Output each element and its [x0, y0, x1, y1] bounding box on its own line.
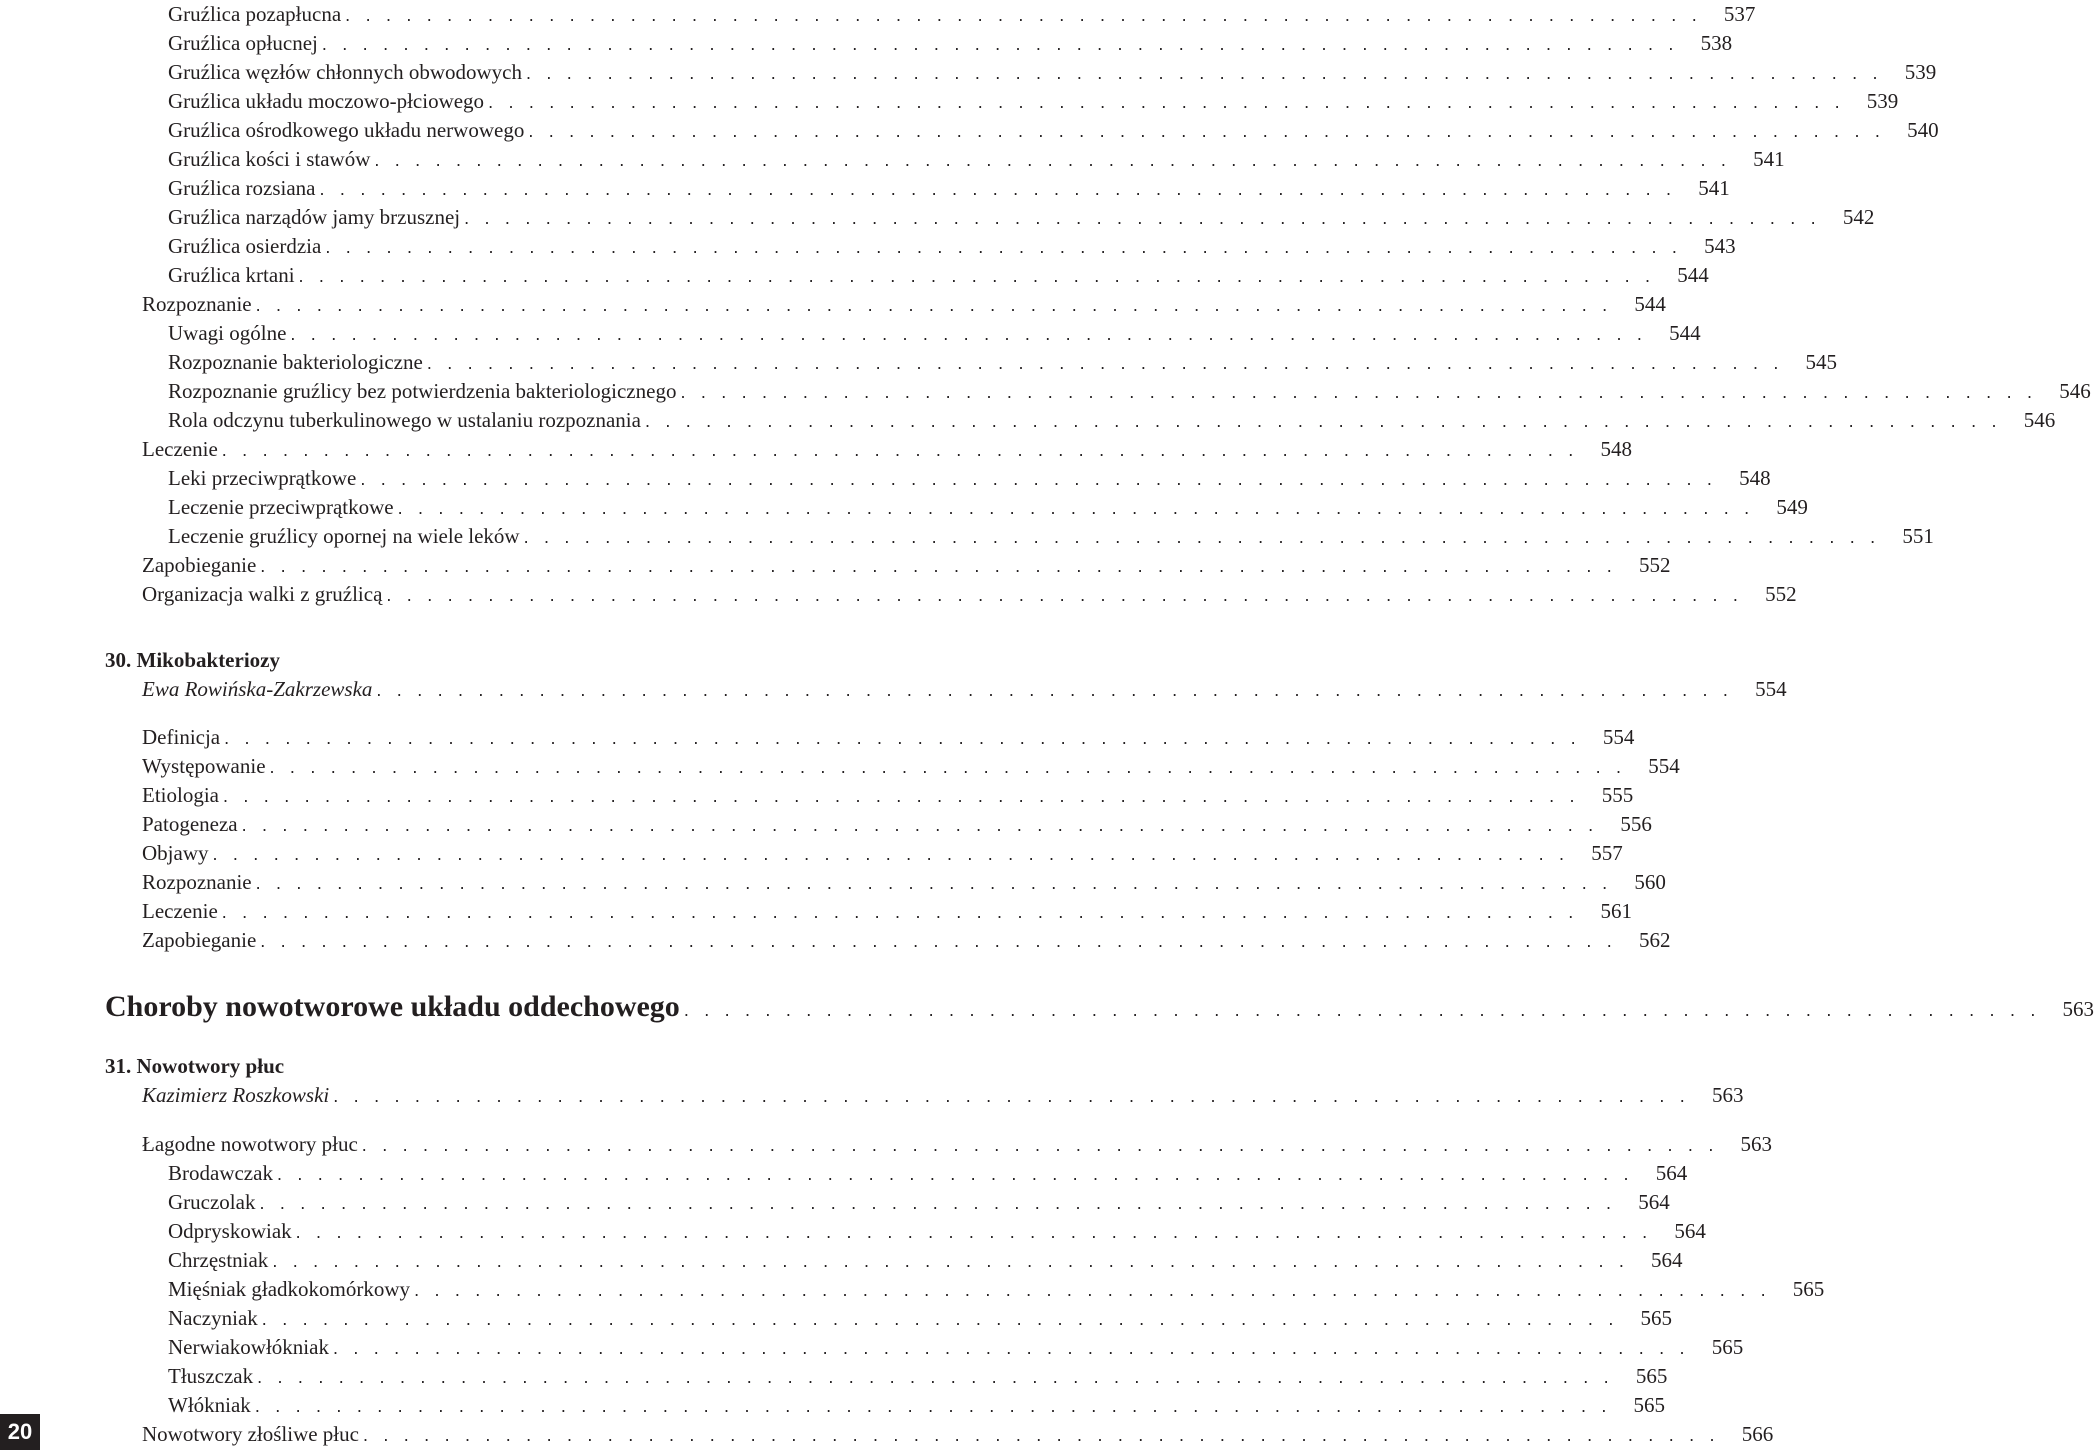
entry-title: Rozpoznanie gruźlicy bez potwierdzenia bakteriologicznego [168, 379, 677, 403]
dot-leader: . . . . . . . . . . . . . . . . . . . . . . . . . . . . . . . . . . . . . . . . . . . . . . . . . . . . . . . . . . . . . . . . . . . [255, 873, 1613, 893]
entry-page-number: 554 [1755, 677, 1787, 701]
dot-leader: . . . . . . . . . . . . . . . . . . . . . . . . . . . . . . . . . . . . . . . . . . . . . . . . . . . . . . . . . . . . . . . . . . . [376, 680, 1734, 700]
entry-page-number: 544 [1677, 263, 1709, 287]
entry-page-number: 562 [1639, 928, 1671, 952]
dot-leader: . . . . . . . . . . . . . . . . . . . . . . . . . . . . . . . . . . . . . . . . . . . . . . . . . . . . . . . . . . . . . . . . . . . [269, 757, 1627, 777]
entry-title: Tłuszczak [168, 1364, 254, 1388]
dot-leader: . . . . . . . . . . . . . . . . . . . . . . . . . . . . . . . . . . . . . . . . . . . . . . . . . . . . . . . . . . . . . . . . . . . [221, 440, 1579, 460]
entry-page-number: 554 [1648, 754, 1680, 778]
toc-entry [142, 580, 1797, 608]
toc-entry [168, 319, 1701, 347]
toc-entry [168, 1304, 1673, 1332]
entry-title: Gruźlica osierdzia [168, 234, 322, 258]
entry-title: Gruczolak [168, 1190, 256, 1214]
toc-entry [142, 435, 1633, 463]
toc-entry [168, 1362, 1668, 1390]
dot-leader: . . . . . . . . . . . . . . . . . . . . . . . . . . . . . . . . . . . . . . . . . . . . . . . . . . . . . . . . . . . . . . . . . . . [254, 1396, 1612, 1416]
entry-page-number: 544 [1669, 321, 1701, 345]
entry-title: Gruźlica narządów jamy brzusznej [168, 205, 461, 229]
dot-leader: . . . . . . . . . . . . . . . . . . . . . . . . . . . . . . . . . . . . . . . . . . . . . . . . . . . . . . . . . . . . . . . . . . . [221, 902, 1579, 922]
entry-title: Patogeneza [142, 812, 238, 836]
toc-entry [142, 752, 1680, 780]
entry-title: Leczenie przeciwprątkowe [168, 495, 394, 519]
dot-leader: . . . . . . . . . . . . . . . . . . . . . . . . . . . . . . . . . . . . . . . . . . . . . . . . . . . . . . . . . . . . . . . . . . . [259, 1193, 1617, 1213]
dot-leader: . . . . . . . . . . . . . . . . . . . . . . . . . . . . . . . . . . . . . . . . . . . . . . . . . . . . . . . . . . . . . . . . . . . [332, 1338, 1690, 1358]
dot-leader: . . . . . . . . . . . . . . . . . . . . . . . . . . . . . . . . . . . . . . . . . . . . . . . . . . . . . . . . . . . . . . . . . . . [298, 266, 1656, 286]
dot-leader: . . . . . . . . . . . . . . . . . . . . . . . . . . . . . . . . . . . . . . . . . . . . . . . . . . . . . . . . . . . . . . . . . . . [319, 179, 1677, 199]
toc-entry [142, 810, 1652, 838]
entry-page-number: 565 [1635, 1364, 1668, 1388]
entry-title: Rozpoznanie [142, 292, 252, 316]
dot-leader: . . . . . . . . . . . . . . . . . . . . . . . . . . . . . . . . . . . . . . . . . . . . . . . . . . . . . . . . . . . . . . . . . . . [325, 237, 1683, 257]
entry-page-number: 563 [2062, 997, 2094, 1021]
entry-page-number: 539 [1866, 89, 1899, 113]
entry-title: Mięśniak gładkokomórkowy [168, 1277, 411, 1301]
toc-entry [168, 58, 1937, 86]
entry-title: Leczenie [142, 899, 218, 923]
toc-entry [168, 116, 1939, 144]
dot-leader: . . . . . . . . . . . . . . . . . . . . . . . . . . . . . . . . . . . . . . . . . . . . . . . . . . . . . . . . . . . . . . . . . . . [290, 324, 1648, 344]
entry-page-number: 537 [1723, 2, 1756, 26]
entry-title: Gruźlica rozsiana [168, 176, 316, 200]
dot-leader: . . . . . . . . . . . . . . . . . . . . . . . . . . . . . . . . . . . . . . . . . . . . . . . . . . . . . . . . . . . . . . . . . . . [212, 844, 1570, 864]
dot-leader: . . . . . . . . . . . . . . . . . . . . . . . . . . . . . . . . . . . . . . . . . . . . . . . . . . . . . . . . . . . . . . . . . . . [361, 1135, 1719, 1155]
toc-entry [142, 1420, 1774, 1448]
toc-entry [142, 723, 1635, 751]
toc-entry [168, 29, 1733, 57]
dot-leader: . . . . . . . . . . . . . . . . . . . . . . . . . . . . . . . . . . . . . . . . . . . . . . . . . . . . . . . . . . . . . . . . . . . [528, 121, 1886, 141]
entry-page-number: 561 [1600, 899, 1633, 923]
dot-leader: . . . . . . . . . . . . . . . . . . . . . . . . . . . . . . . . . . . . . . . . . . . . . . . . . . . . . . . . . . . . . . . . . . . [295, 1222, 1653, 1242]
entry-title: Zapobieganie [142, 928, 257, 952]
entry-title: Uwagi ogólne [168, 321, 287, 345]
entry-title: Definicja [142, 725, 221, 749]
part-heading [105, 987, 2094, 1027]
entry-page-number: 541 [1698, 176, 1730, 200]
entry-page-number: 545 [1805, 350, 1838, 374]
dot-leader: . . . . . . . . . . . . . . . . . . . . . . . . . . . . . . . . . . . . . . . . . . . . . . . . . . . . . . . . . . . . . . . . . . . [525, 63, 1883, 83]
entry-title: Odpryskowiak [168, 1219, 292, 1243]
toc-entry [168, 1159, 1688, 1187]
entry-page-number: 552 [1765, 582, 1797, 606]
dot-leader: . . . . . . . . . . . . . . . . . . . . . . . . . . . . . . . . . . . . . . . . . . . . . . . . . . . . . . . . . . . . . . . . . . . [224, 728, 1581, 748]
chapter-heading: 30. Mikobakteriozy [105, 648, 280, 672]
dot-leader: . . . . . . . . . . . . . . . . . . . . . . . . . . . . . . . . . . . . . . . . . . . . . . . . . . . . . . . . . . . . . . . . . . . [255, 295, 1613, 315]
toc-entry [168, 348, 1838, 376]
entry-page-number: 564 [1655, 1161, 1688, 1185]
toc-entry [142, 551, 1671, 579]
entry-title: Naczyniak [168, 1306, 258, 1330]
dot-leader: . . . . . . . . . . . . . . . . . . . . . . . . . . . . . . . . . . . . . . . . . . . . . . . . . . . . . . . . . . . . . . . . . . . [257, 1367, 1614, 1387]
entry-page-number: 542 [1842, 205, 1875, 229]
author-entry [142, 675, 1787, 703]
dot-leader: . . . . . . . . . . . . . . . . . . . . . . . . . . . . . . . . . . . . . . . . . . . . . . . . . . . . . . . . . . . . . . . . . . . [260, 556, 1618, 576]
entry-title: Występowanie [142, 754, 266, 778]
entry-page-number: 566 [1741, 1422, 1774, 1446]
page-number: 20 [0, 1414, 40, 1450]
dot-leader: . . . . . . . . . . . . . . . . . . . . . . . . . . . . . . . . . . . . . . . . . . . . . . . . . . . . . . . . . . . . . . . . . . . [345, 5, 1702, 25]
entry-title: Gruźlica ośrodkowego układu nerwowego [168, 118, 525, 142]
toc-entry [142, 839, 1623, 867]
dot-leader: . . . . . . . . . . . . . . . . . . . . . . . . . . . . . . . . . . . . . . . . . . . . . . . . . . . . . . . . . . . . . . . . . . . [223, 786, 1580, 806]
dot-leader: . . . . . . . . . . . . . . . . . . . . . . . . . . . . . . . . . . . . . . . . . . . . . . . . . . . . . . . . . . . . . . . . . . . [360, 469, 1718, 489]
dot-leader: . . . . . . . . . . . . . . . . . . . . . . . . . . . . . . . . . . . . . . . . . . . . . . . . . . . . . . . . . . . . . . . . . . . [374, 150, 1732, 170]
entry-page-number: 548 [1739, 466, 1771, 490]
dot-leader: . . . . . . . . . . . . . . . . . . . . . . . . . . . . . . . . . . . . . . . . . . . . . . . . . . . . . . . . . . . . . . . . . . . [683, 1000, 2041, 1020]
toc-entry [168, 522, 1934, 550]
entry-page-number: 544 [1634, 292, 1666, 316]
entry-page-number: 555 [1601, 783, 1634, 807]
entry-page-number: 563 [1740, 1132, 1773, 1156]
toc-entry [168, 1391, 1666, 1419]
dot-leader: . . . . . . . . . . . . . . . . . . . . . . . . . . . . . . . . . . . . . . . . . . . . . . . . . . . . . . . . . . . . . . . . . . . [272, 1251, 1630, 1271]
entry-title: Rozpoznanie [142, 870, 252, 894]
toc-entry [168, 377, 2091, 405]
toc-entry [168, 0, 1756, 28]
toc-entry [168, 232, 1736, 260]
entry-page-number: 565 [1640, 1306, 1673, 1330]
dot-leader: . . . . . . . . . . . . . . . . . . . . . . . . . . . . . . . . . . . . . . . . . . . . . . . . . . . . . . . . . . . . . . . . . . . [680, 382, 2038, 402]
dot-leader: . . . . . . . . . . . . . . . . . . . . . . . . . . . . . . . . . . . . . . . . . . . . . . . . . . . . . . . . . . . . . . . . . . . [261, 1309, 1619, 1329]
toc-entry [142, 290, 1666, 318]
entry-title: Organizacja walki z gruźlicą [142, 582, 383, 606]
entry-title: Kazimierz Roszkowski [142, 1083, 330, 1107]
toc-entry [142, 1130, 1773, 1158]
toc-entry [168, 1246, 1683, 1274]
toc-entry [168, 464, 1771, 492]
entry-page-number: 564 [1674, 1219, 1706, 1243]
entry-title: Zapobieganie [142, 553, 257, 577]
entry-page-number: 546 [2059, 379, 2091, 403]
toc-entry [168, 87, 1899, 115]
dot-leader: . . . . . . . . . . . . . . . . . . . . . . . . . . . . . . . . . . . . . . . . . . . . . . . . . . . . . . . . . . . . . . . . . . . [241, 815, 1599, 835]
entry-title: Choroby nowotworowe układu oddechowego [105, 990, 680, 1023]
entry-page-number: 565 [1792, 1277, 1825, 1301]
entry-page-number: 564 [1651, 1248, 1683, 1272]
entry-page-number: 556 [1620, 812, 1652, 836]
entry-title: Leczenie gruźlicy opornej na wiele leków [168, 524, 520, 548]
entry-title: Łagodne nowotwory płuc [142, 1132, 358, 1156]
entry-page-number: 557 [1591, 841, 1623, 865]
toc-entry [168, 1188, 1670, 1216]
entry-title: Włókniak [168, 1393, 251, 1417]
entry-page-number: 541 [1753, 147, 1785, 171]
chapter-heading: 31. Nowotwory płuc [105, 1054, 285, 1078]
toc-entry [168, 1275, 1825, 1303]
dot-leader: . . . . . . . . . . . . . . . . . . . . . . . . . . . . . . . . . . . . . . . . . . . . . . . . . . . . . . . . . . . . . . . . . . . [362, 1425, 1720, 1445]
author-entry [142, 1081, 1744, 1109]
toc-entry [168, 406, 2056, 434]
dot-leader: . . . . . . . . . . . . . . . . . . . . . . . . . . . . . . . . . . . . . . . . . . . . . . . . . . . . . . . . . . . . . . . . . . . [276, 1164, 1634, 1184]
entry-title: Gruźlica krtani [168, 263, 295, 287]
entry-page-number: 565 [1633, 1393, 1666, 1417]
entry-page-number: 560 [1634, 870, 1666, 894]
entry-page-number: 565 [1711, 1335, 1744, 1359]
entry-page-number: 546 [2023, 408, 2056, 432]
entry-title: Brodawczak [168, 1161, 273, 1185]
entry-title: Etiologia [142, 783, 219, 807]
entry-page-number: 539 [1904, 60, 1937, 84]
dot-leader: . . . . . . . . . . . . . . . . . . . . . . . . . . . . . . . . . . . . . . . . . . . . . . . . . . . . . . . . . . . . . . . . . . . [321, 34, 1679, 54]
entry-page-number: 548 [1600, 437, 1633, 461]
dot-leader: . . . . . . . . . . . . . . . . . . . . . . . . . . . . . . . . . . . . . . . . . . . . . . . . . . . . . . . . . . . . . . . . . . . [644, 411, 2002, 431]
entry-title: Rozpoznanie bakteriologiczne [168, 350, 423, 374]
entry-page-number: 549 [1776, 495, 1808, 519]
entry-title: Gruźlica układu moczowo-płciowego [168, 89, 485, 113]
entry-title: Nowotwory złośliwe płuc [142, 1422, 359, 1446]
toc-entry [142, 926, 1671, 954]
toc-entry [168, 1333, 1744, 1361]
entry-title: Chrzęstniak [168, 1248, 269, 1272]
entry-title: Ewa Rowińska-Zakrzewska [142, 677, 373, 701]
toc-entry [168, 261, 1709, 289]
entry-page-number: 540 [1907, 118, 1939, 142]
entry-title: Leczenie [142, 437, 218, 461]
entry-title: Gruźlica opłucnej [168, 31, 318, 55]
entry-title: Gruźlica pozapłucna [168, 2, 342, 26]
dot-leader: . . . . . . . . . . . . . . . . . . . . . . . . . . . . . . . . . . . . . . . . . . . . . . . . . . . . . . . . . . . . . . . . . . . [464, 208, 1821, 228]
dot-leader: . . . . . . . . . . . . . . . . . . . . . . . . . . . . . . . . . . . . . . . . . . . . . . . . . . . . . . . . . . . . . . . . . . . [426, 353, 1784, 373]
toc-entry [168, 203, 1875, 231]
dot-leader: . . . . . . . . . . . . . . . . . . . . . . . . . . . . . . . . . . . . . . . . . . . . . . . . . . . . . . . . . . . . . . . . . . . [333, 1086, 1690, 1106]
toc-entry [168, 145, 1785, 173]
toc-entry [168, 493, 1808, 521]
dot-leader: . . . . . . . . . . . . . . . . . . . . . . . . . . . . . . . . . . . . . . . . . . . . . . . . . . . . . . . . . . . . . . . . . . . [488, 92, 1845, 112]
toc-entry [142, 897, 1633, 925]
toc-entry [142, 781, 1634, 809]
dot-leader: . . . . . . . . . . . . . . . . . . . . . . . . . . . . . . . . . . . . . . . . . . . . . . . . . . . . . . . . . . . . . . . . . . . [260, 931, 1618, 951]
dot-leader: . . . . . . . . . . . . . . . . . . . . . . . . . . . . . . . . . . . . . . . . . . . . . . . . . . . . . . . . . . . . . . . . . . . [414, 1280, 1771, 1300]
entry-page-number: 551 [1902, 524, 1934, 548]
entry-page-number: 538 [1700, 31, 1733, 55]
entry-page-number: 552 [1639, 553, 1671, 577]
entry-title: Rola odczynu tuberkulinowego w ustalaniu rozpoznania [168, 408, 641, 432]
entry-page-number: 543 [1704, 234, 1736, 258]
entry-title: Leki przeciwprątkowe [168, 466, 357, 490]
entry-page-number: 564 [1638, 1190, 1670, 1214]
dot-leader: . . . . . . . . . . . . . . . . . . . . . . . . . . . . . . . . . . . . . . . . . . . . . . . . . . . . . . . . . . . . . . . . . . . [397, 498, 1755, 518]
entry-title: Nerwiakowłókniak [168, 1335, 329, 1359]
toc-entry [168, 174, 1730, 202]
entry-page-number: 563 [1712, 1083, 1744, 1107]
dot-leader: . . . . . . . . . . . . . . . . . . . . . . . . . . . . . . . . . . . . . . . . . . . . . . . . . . . . . . . . . . . . . . . . . . . [386, 585, 1744, 605]
entry-page-number: 554 [1602, 725, 1635, 749]
entry-title: Gruźlica kości i stawów [168, 147, 371, 171]
toc-entry [168, 1217, 1706, 1245]
dot-leader: . . . . . . . . . . . . . . . . . . . . . . . . . . . . . . . . . . . . . . . . . . . . . . . . . . . . . . . . . . . . . . . . . . . [523, 527, 1881, 547]
entry-title: Gruźlica węzłów chłonnych obwodowych [168, 60, 522, 84]
toc-entry [142, 868, 1666, 896]
entry-title: Objawy [142, 841, 209, 865]
